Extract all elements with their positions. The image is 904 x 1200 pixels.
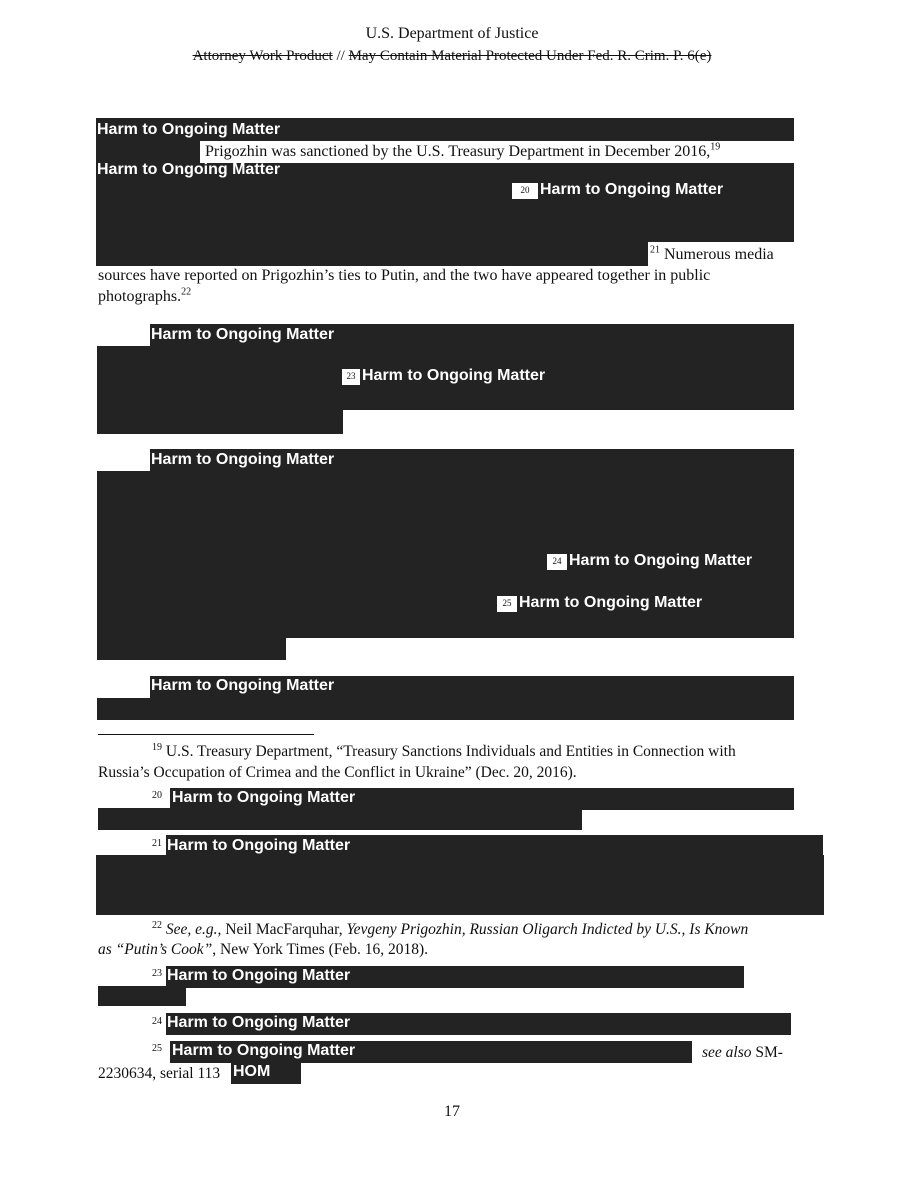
footnote-number: 24 <box>152 1016 162 1027</box>
redaction-label: Harm to Ongoing Matter <box>569 552 753 569</box>
redaction-label: Harm to Ongoing Matter <box>97 121 281 138</box>
redaction-label: Harm to Ongoing Matter <box>151 677 335 694</box>
marking-separator: // <box>332 48 349 64</box>
redaction-block <box>97 346 343 434</box>
redaction-label: Harm to Ongoing Matter <box>172 1042 356 1059</box>
footnote-25-cont: 2230634, serial 113 <box>98 1065 221 1082</box>
redaction-label: Harm to Ongoing Matter <box>151 451 335 468</box>
footnote-number: 25 <box>152 1043 162 1054</box>
footnote-25-see-also: see also SM- <box>702 1044 783 1061</box>
header-agency: U.S. Department of Justice <box>365 25 539 42</box>
redaction-block <box>98 986 186 1006</box>
body-text-line: Prigozhin was sanctioned by the U.S. Treasury Department in December 2016,19 <box>205 141 721 160</box>
redaction-label: Harm to Ongoing Matter <box>362 367 546 384</box>
footnote-19: $^{19}$ U.S. Treasury Department, “Treasury Sanctions Individuals and Entities in Connection with <box>152 741 736 760</box>
redaction-label: Harm to Ongoing Matter <box>97 161 281 178</box>
footnote-22-cont: as “Putin’s Cook”, New York Times (Feb. 16, 2018). <box>98 941 429 958</box>
marking-grand-jury: May Contain Material Protected Under Fed. R. Crim. P. 6(e) <box>348 48 712 64</box>
footnote-ref: 20 <box>512 183 538 199</box>
footnote-number: 21 <box>152 838 162 849</box>
footnote-number: 23 <box>152 968 162 979</box>
redaction-label: Harm to Ongoing Matter <box>167 837 351 854</box>
redaction-block <box>98 808 582 830</box>
redaction-label: Harm to Ongoing Matter <box>167 967 351 984</box>
redaction-label-short: HOM <box>233 1063 271 1080</box>
header-marking <box>0 46 904 66</box>
marking-work-product: Attorney Work Product <box>192 48 333 64</box>
redaction-label: Harm to Ongoing Matter <box>519 594 703 611</box>
redaction-block <box>97 636 286 660</box>
page-number: 17 <box>444 1103 460 1120</box>
body-text-line: sources have reported on Prigozhin’s ties to Putin, and the two have appeared together in public <box>98 267 711 284</box>
body-text-line: $^{21}$ Numerous media <box>650 244 774 263</box>
footnote-ref: 25 <box>497 596 517 612</box>
footnote-19-cont: Russia’s Occupation of Crimea and the Conflict in Ukraine” (Dec. 20, 2016). <box>98 764 577 781</box>
footnote-22: $^{22}$ See, e.g., Neil MacFarquhar, Yevgeny Prigozhin, Russian Oligarch Indicted by U.S., Is Known <box>152 919 749 938</box>
footnote-ref: 23 <box>342 369 360 385</box>
footnote-ref: 24 <box>547 554 567 570</box>
redaction-label: Harm to Ongoing Matter <box>540 181 724 198</box>
redaction-label: Harm to Ongoing Matter <box>172 789 356 806</box>
redaction-label: Harm to Ongoing Matter <box>151 326 335 343</box>
redaction-block <box>96 855 824 915</box>
footnote-number: 20 <box>152 790 162 801</box>
body-text-line: photographs.$^{22}$ <box>98 286 192 305</box>
redaction-label: Harm to Ongoing Matter <box>167 1014 351 1031</box>
footnote-divider <box>98 734 314 735</box>
redaction-block <box>97 698 794 720</box>
